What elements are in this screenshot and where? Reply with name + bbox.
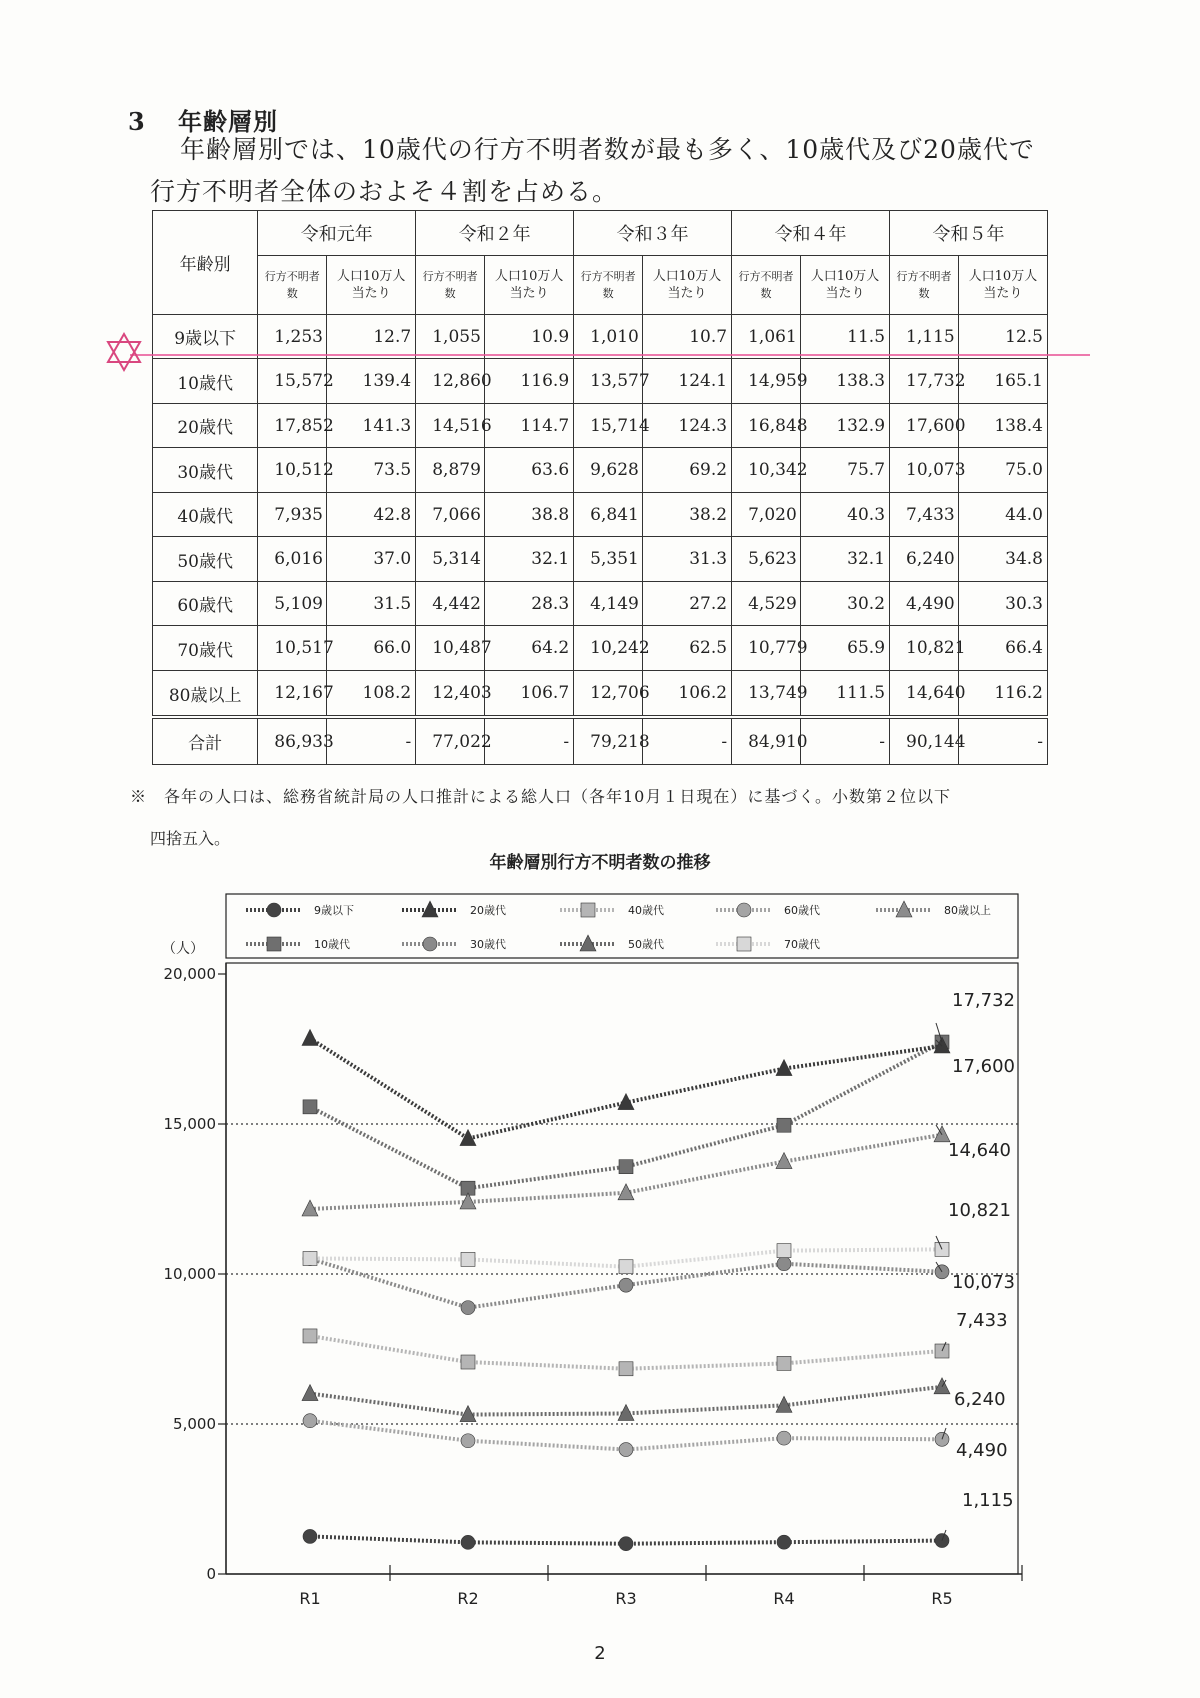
rate-cell: 165.1	[958, 359, 1047, 403]
count-cell: 16,848	[732, 403, 801, 447]
rate-cell: 114.7	[485, 403, 574, 447]
rate-cell: -	[958, 717, 1047, 764]
age-group-label: 80歳以上	[153, 670, 258, 717]
data-point	[461, 1434, 475, 1448]
data-point	[461, 1355, 475, 1369]
rate-cell: 27.2	[643, 581, 732, 625]
legend-label: 10歳代	[314, 938, 350, 951]
count-cell: 14,516	[416, 403, 485, 447]
rate-cell: 30.2	[800, 581, 889, 625]
count-cell: 10,512	[258, 448, 327, 492]
rate-cell: 30.3	[958, 581, 1047, 625]
age-group-label: 20歳代	[153, 403, 258, 447]
rate-cell: 75.7	[800, 448, 889, 492]
rate-cell: 32.1	[485, 537, 574, 581]
intro-line-1: 年齢層別では、10歳代の行方不明者数が最も多く、10歳代及び20歳代で	[180, 135, 1035, 164]
rate-subheader: 人口10万人当たり	[800, 256, 889, 315]
count-cell: 7,020	[732, 492, 801, 536]
annotation-label: 10,073	[952, 1272, 1015, 1293]
count-cell: 6,240	[890, 537, 959, 581]
age-group-label: 9歳以下	[153, 315, 258, 359]
data-point	[618, 1094, 634, 1110]
count-cell: 12,403	[416, 670, 485, 717]
y-tick-label: 15,000	[163, 1115, 216, 1133]
count-cell: 1,010	[574, 315, 643, 359]
legend-label: 9歳以下	[314, 904, 354, 917]
rate-cell: 11.5	[800, 315, 889, 359]
x-tick-label: R2	[457, 1589, 479, 1608]
age-group-label: 60歳代	[153, 581, 258, 625]
rate-cell: 75.0	[958, 448, 1047, 492]
data-point	[619, 1362, 633, 1376]
count-cell: 10,342	[732, 448, 801, 492]
data-point	[777, 1431, 791, 1445]
rate-cell: 31.3	[643, 537, 732, 581]
y-tick-label: 10,000	[163, 1265, 216, 1283]
y-tick-label: 5,000	[173, 1415, 216, 1433]
age-group-label: 70歳代	[153, 626, 258, 670]
count-cell: 4,442	[416, 581, 485, 625]
rate-cell: 63.6	[485, 448, 574, 492]
age-group-label: 30歳代	[153, 448, 258, 492]
count-cell: 13,749	[732, 670, 801, 717]
data-point	[619, 1260, 633, 1274]
rate-cell: 138.3	[800, 359, 889, 403]
legend-label: 20歳代	[470, 904, 506, 917]
count-cell: 1,115	[890, 315, 959, 359]
count-cell: 7,935	[258, 492, 327, 536]
year-header: 令和元年	[258, 211, 416, 256]
legend-swatch-marker	[267, 937, 281, 951]
rate-subheader: 人口10万人当たり	[327, 256, 416, 315]
age-group-label: 10歳代	[153, 359, 258, 403]
count-cell: 15,572	[258, 359, 327, 403]
legend-swatch-marker	[737, 937, 751, 951]
year-header: 令和２年	[416, 211, 574, 256]
count-cell: 13,577	[574, 359, 643, 403]
count-subheader: 行方不明者数	[890, 256, 959, 315]
rate-cell: 34.8	[958, 537, 1047, 581]
data-point	[303, 1329, 317, 1343]
data-point	[461, 1301, 475, 1315]
count-cell: 1,253	[258, 315, 327, 359]
data-point	[303, 1251, 317, 1265]
age-group-label: 合計	[153, 717, 258, 764]
count-cell: 4,490	[890, 581, 959, 625]
legend-label: 30歳代	[470, 938, 506, 951]
legend-label: 60歳代	[784, 904, 820, 917]
rate-cell: 28.3	[485, 581, 574, 625]
count-cell: 8,879	[416, 448, 485, 492]
rate-cell: 10.9	[485, 315, 574, 359]
data-point	[618, 1404, 634, 1420]
count-cell: 6,016	[258, 537, 327, 581]
rate-cell: 111.5	[800, 670, 889, 717]
rate-cell: 40.3	[800, 492, 889, 536]
count-cell: 17,600	[890, 403, 959, 447]
footnote-line-2: 四捨五入。	[150, 829, 231, 848]
x-tick-label: R1	[299, 1589, 321, 1608]
legend-label: 40歳代	[628, 904, 664, 917]
legend-swatch-marker	[267, 903, 281, 917]
count-cell: 5,623	[732, 537, 801, 581]
rate-cell: 12.5	[958, 315, 1047, 359]
data-point	[303, 1100, 317, 1114]
count-cell: 84,910	[732, 717, 801, 764]
data-point	[618, 1184, 634, 1200]
legend-swatch-marker	[581, 903, 595, 917]
rate-cell: 65.9	[800, 626, 889, 670]
annotation-label: 7,433	[956, 1310, 1008, 1331]
count-subheader: 行方不明者数	[258, 256, 327, 315]
count-cell: 14,959	[732, 359, 801, 403]
rate-cell: 12.7	[327, 315, 416, 359]
count-cell: 12,167	[258, 670, 327, 717]
rate-cell: 116.2	[958, 670, 1047, 717]
data-point	[303, 1529, 317, 1543]
rate-cell: 37.0	[327, 537, 416, 581]
data-point	[777, 1118, 791, 1132]
rate-cell: 10.7	[643, 315, 732, 359]
rate-cell: -	[327, 717, 416, 764]
rate-cell: 132.9	[800, 403, 889, 447]
x-tick-label: R5	[931, 1589, 953, 1608]
page-number: 2	[594, 1643, 606, 1664]
annotation-label: 17,600	[952, 1056, 1015, 1077]
data-point	[777, 1257, 791, 1271]
count-cell: 10,517	[258, 626, 327, 670]
rate-cell: 138.4	[958, 403, 1047, 447]
rate-cell: -	[643, 717, 732, 764]
legend-label: 80歳以上	[944, 904, 991, 917]
year-header: 令和３年	[574, 211, 732, 256]
count-cell: 14,640	[890, 670, 959, 717]
rate-cell: 66.0	[327, 626, 416, 670]
count-cell: 17,852	[258, 403, 327, 447]
data-point	[619, 1443, 633, 1457]
legend-swatch-marker	[737, 903, 751, 917]
rate-subheader: 人口10万人当たり	[958, 256, 1047, 315]
count-cell: 7,433	[890, 492, 959, 536]
count-cell: 90,144	[890, 717, 959, 764]
rate-cell: 38.2	[643, 492, 732, 536]
count-cell: 4,529	[732, 581, 801, 625]
rate-cell: 69.2	[643, 448, 732, 492]
data-point	[776, 1153, 792, 1169]
section-title: 年齢層別	[178, 107, 278, 136]
intro-line-2: 行方不明者全体のおよそ４割を占める。	[150, 177, 619, 206]
rate-cell: 73.5	[327, 448, 416, 492]
rate-cell: 106.2	[643, 670, 732, 717]
rate-cell: 38.8	[485, 492, 574, 536]
rate-cell: 66.4	[958, 626, 1047, 670]
section-number: 3	[128, 107, 146, 136]
count-subheader: 行方不明者数	[416, 256, 485, 315]
rate-cell: 62.5	[643, 626, 732, 670]
row-header: 年齢別	[153, 211, 258, 315]
age-group-label: 50歳代	[153, 537, 258, 581]
rate-cell: 139.4	[327, 359, 416, 403]
count-cell: 5,351	[574, 537, 643, 581]
count-subheader: 行方不明者数	[732, 256, 801, 315]
count-cell: 7,066	[416, 492, 485, 536]
rate-cell: 31.5	[327, 581, 416, 625]
count-subheader: 行方不明者数	[574, 256, 643, 315]
count-cell: 17,732	[890, 359, 959, 403]
count-cell: 4,149	[574, 581, 643, 625]
count-cell: 10,779	[732, 626, 801, 670]
rate-subheader: 人口10万人当たり	[485, 256, 574, 315]
rate-cell: 64.2	[485, 626, 574, 670]
rate-subheader: 人口10万人当たり	[643, 256, 732, 315]
legend-label: 50歳代	[628, 938, 664, 951]
data-point	[461, 1252, 475, 1266]
count-cell: 10,487	[416, 626, 485, 670]
age-group-label: 40歳代	[153, 492, 258, 536]
annotation-label: 1,115	[962, 1490, 1014, 1511]
annotation-label: 14,640	[948, 1140, 1011, 1161]
count-cell: 10,073	[890, 448, 959, 492]
x-tick-label: R4	[773, 1589, 795, 1608]
count-cell: 12,860	[416, 359, 485, 403]
annotation-label: 6,240	[954, 1389, 1006, 1410]
count-cell: 5,314	[416, 537, 485, 581]
rate-cell: 124.3	[643, 403, 732, 447]
rate-cell: 116.9	[485, 359, 574, 403]
rate-cell: 106.7	[485, 670, 574, 717]
annotation-label: 4,490	[956, 1440, 1008, 1461]
count-cell: 1,055	[416, 315, 485, 359]
count-cell: 10,242	[574, 626, 643, 670]
rate-cell: 32.1	[800, 537, 889, 581]
count-cell: 10,821	[890, 626, 959, 670]
count-cell: 79,218	[574, 717, 643, 764]
count-cell: 77,022	[416, 717, 485, 764]
data-point	[303, 1414, 317, 1428]
data-point	[302, 1029, 318, 1045]
data-point	[777, 1535, 791, 1549]
data-point	[619, 1537, 633, 1551]
year-header: 令和４年	[732, 211, 890, 256]
count-cell: 9,628	[574, 448, 643, 492]
x-tick-label: R3	[615, 1589, 637, 1608]
legend-label: 70歳代	[784, 938, 820, 951]
count-cell: 5,109	[258, 581, 327, 625]
rate-cell: -	[800, 717, 889, 764]
data-point	[777, 1244, 791, 1258]
footnote-line-1: ※ 各年の人口は、総務省統計局の人口推計による総人口（各年10月１日現在）に基づく。小数第２位以下	[130, 787, 952, 806]
data-point	[619, 1278, 633, 1292]
year-header: 令和５年	[890, 211, 1048, 256]
count-cell: 1,061	[732, 315, 801, 359]
y-tick-label: 0	[206, 1565, 216, 1583]
count-cell: 12,706	[574, 670, 643, 717]
count-cell: 15,714	[574, 403, 643, 447]
chart-title: 年齢層別行方不明者数の推移	[489, 853, 711, 873]
count-cell: 6,841	[574, 492, 643, 536]
annotation-label: 10,821	[948, 1200, 1011, 1221]
data-point	[461, 1535, 475, 1549]
legend-swatch-marker	[423, 937, 437, 951]
data-point	[619, 1160, 633, 1174]
y-axis-label: （人）	[162, 941, 204, 957]
annotation-label: 17,732	[952, 990, 1015, 1011]
rate-cell: -	[485, 717, 574, 764]
count-cell: 86,933	[258, 717, 327, 764]
rate-cell: 42.8	[327, 492, 416, 536]
rate-cell: 141.3	[327, 403, 416, 447]
rate-cell: 108.2	[327, 670, 416, 717]
data-point	[777, 1356, 791, 1370]
rate-cell: 44.0	[958, 492, 1047, 536]
y-tick-label: 20,000	[163, 965, 216, 983]
rate-cell: 124.1	[643, 359, 732, 403]
